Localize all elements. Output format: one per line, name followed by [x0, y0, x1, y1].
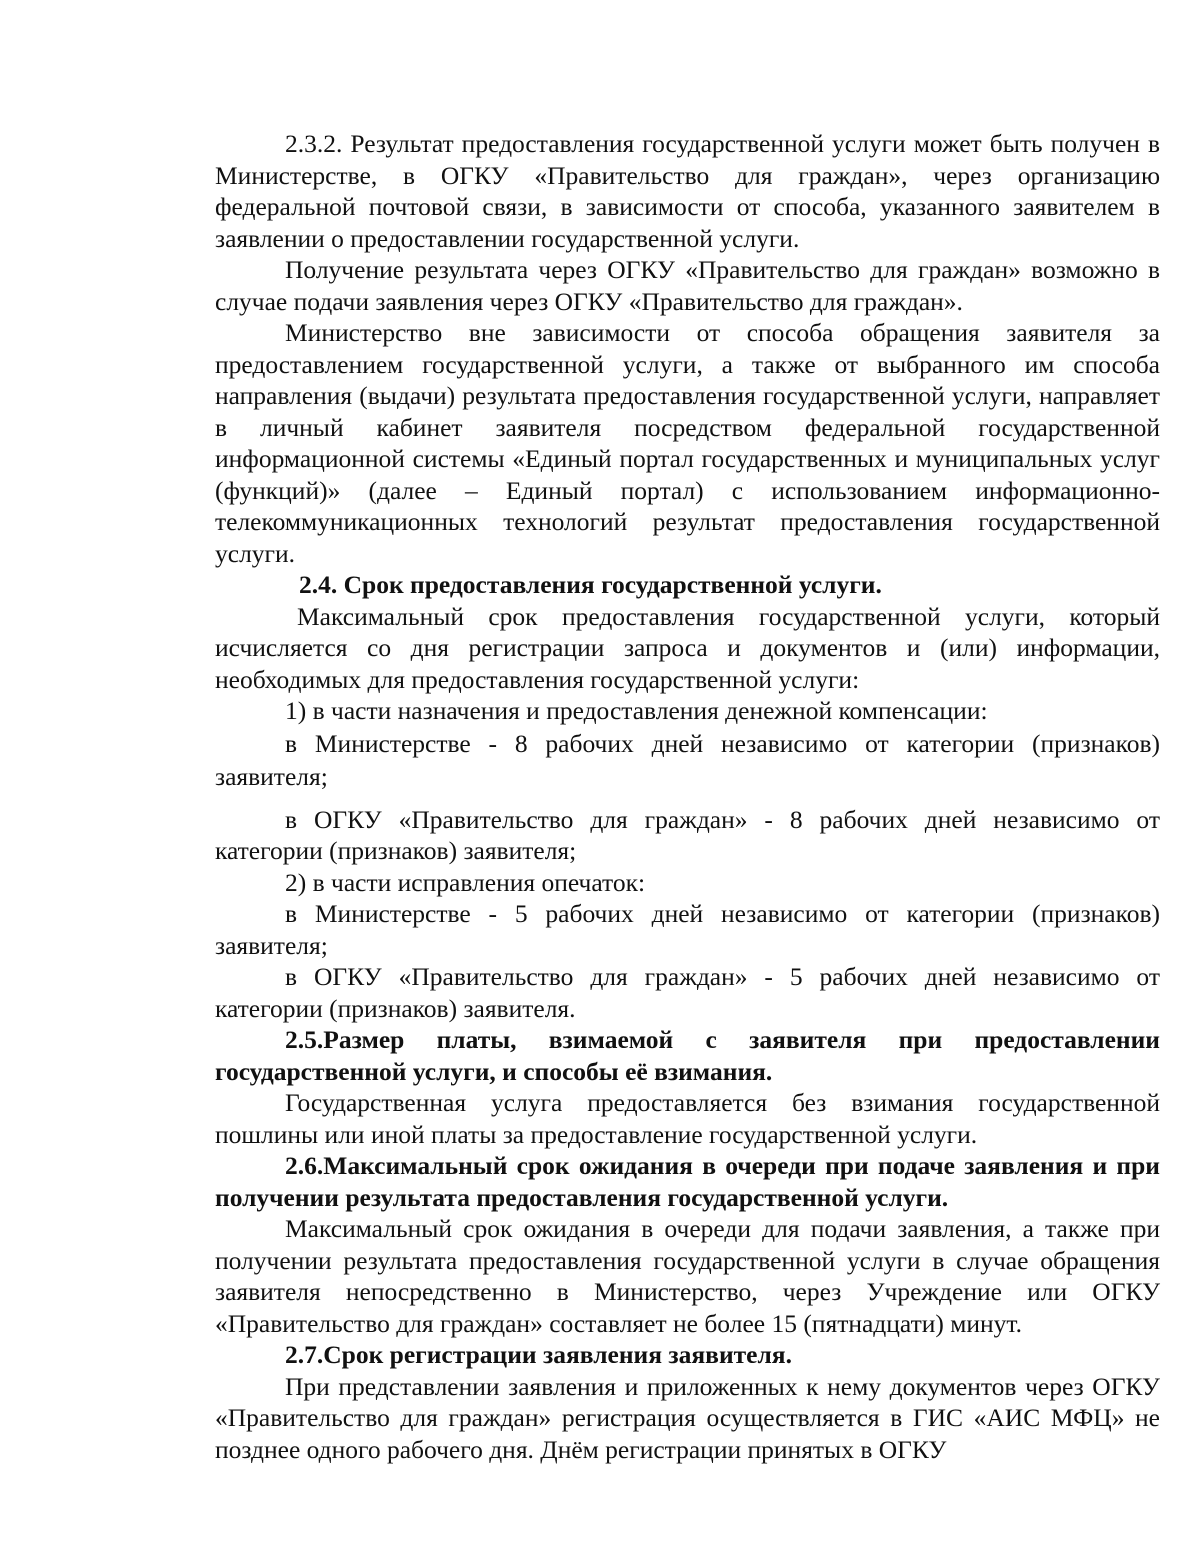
paragraph-2-3-2: 2.3.2. Результат предоставления государственной услуги может быть получен в Министерстве, в ОГКУ «Правительство для граждан», через организацию федеральной почтовой связи, в зависимости от способа, указанного заявителем в заявлении о предоставлении государственной услуги. — [215, 129, 1160, 253]
list-item-2-ministry: в Министерстве - 5 рабочих дней независимо от категории (признаков) заявителя; — [215, 899, 1160, 960]
paragraph-ministry-cabinet: Министерство вне зависимости от способа обращения заявителя за предоставлением государственной услуги, а также от выбранного им способа направления (выдачи) результата предоставления государственной услуги, направляет в личный кабинет заявителя посредством федеральной государственной информационной системы «Единый портал государственных и муниципальных услуг (функций)» (далее – Единый портал) с использованием информационно-телекоммуникационных технологий результат предоставления государственной услуги. — [215, 318, 1160, 568]
paragraph-queue: Максимальный срок ожидания в очереди для подачи заявления, а также при получении результата предоставления государственной услуги в случае обращения заявителя непосредственно в Министерство, через Учреждение или ОГКУ «Правительство для граждан» составляет не более 15 (пятнадцати) минут. — [215, 1214, 1160, 1338]
paragraph-fee: Государственная услуга предоставляется без взимания государственной пошлины или иной платы за предоставление государственной услуги. — [215, 1088, 1160, 1149]
paragraph-receipt-via-ogku: Получение результата через ОГКУ «Правительство для граждан» возможно в случае подачи заявления через ОГКУ «Правительство для граждан». — [215, 255, 1160, 316]
paragraph-registration: При представлении заявления и приложенных к нему документов через ОГКУ «Правительство для граждан» регистрация осуществляется в ГИС «АИС МФЦ» не позднее одного рабочего дня. Днём регистрации принятых в ОГКУ — [215, 1371, 1160, 1464]
heading-2-5: 2.5.Размер платы, взимаемой с заявителя при предоставлении государственной услуги, и способы её взимания. — [215, 1025, 1160, 1086]
list-item-1-ministry: в Министерстве - 8 рабочих дней независимо от категории (признаков) заявителя; — [215, 728, 1160, 791]
document-page — [215, 128, 1160, 1465]
list-item-1-ogku: в ОГКУ «Правительство для граждан» - 8 рабочих дней независимо от категории (признаков) заявителя; — [215, 804, 1160, 865]
heading-2-7: 2.7.Срок регистрации заявления заявителя. — [285, 1340, 792, 1369]
list-item-2: 2) в части исправления опечаток: — [285, 867, 646, 897]
list-item-1: 1) в части назначения и предоставления денежной компенсации: — [285, 696, 988, 725]
list-item-2-ogku: в ОГКУ «Правительство для граждан» - 5 рабочих дней независимо от категории (признаков) заявителя. — [215, 962, 1160, 1023]
heading-2-6: 2.6.Максимальный срок ожидания в очереди при подаче заявления и при получении результата предоставления государственной услуги. — [215, 1151, 1160, 1212]
paragraph-max-term: Максимальный срок предоставления государственной услуги, который исчисляется со дня регистрации запроса и документов и (или) информации, необходимых для предоставления государственной услуги: — [215, 601, 1160, 694]
heading-2-4: 2.4. Срок предоставления государственной услуги. — [299, 570, 882, 599]
spacer — [215, 794, 1160, 804]
